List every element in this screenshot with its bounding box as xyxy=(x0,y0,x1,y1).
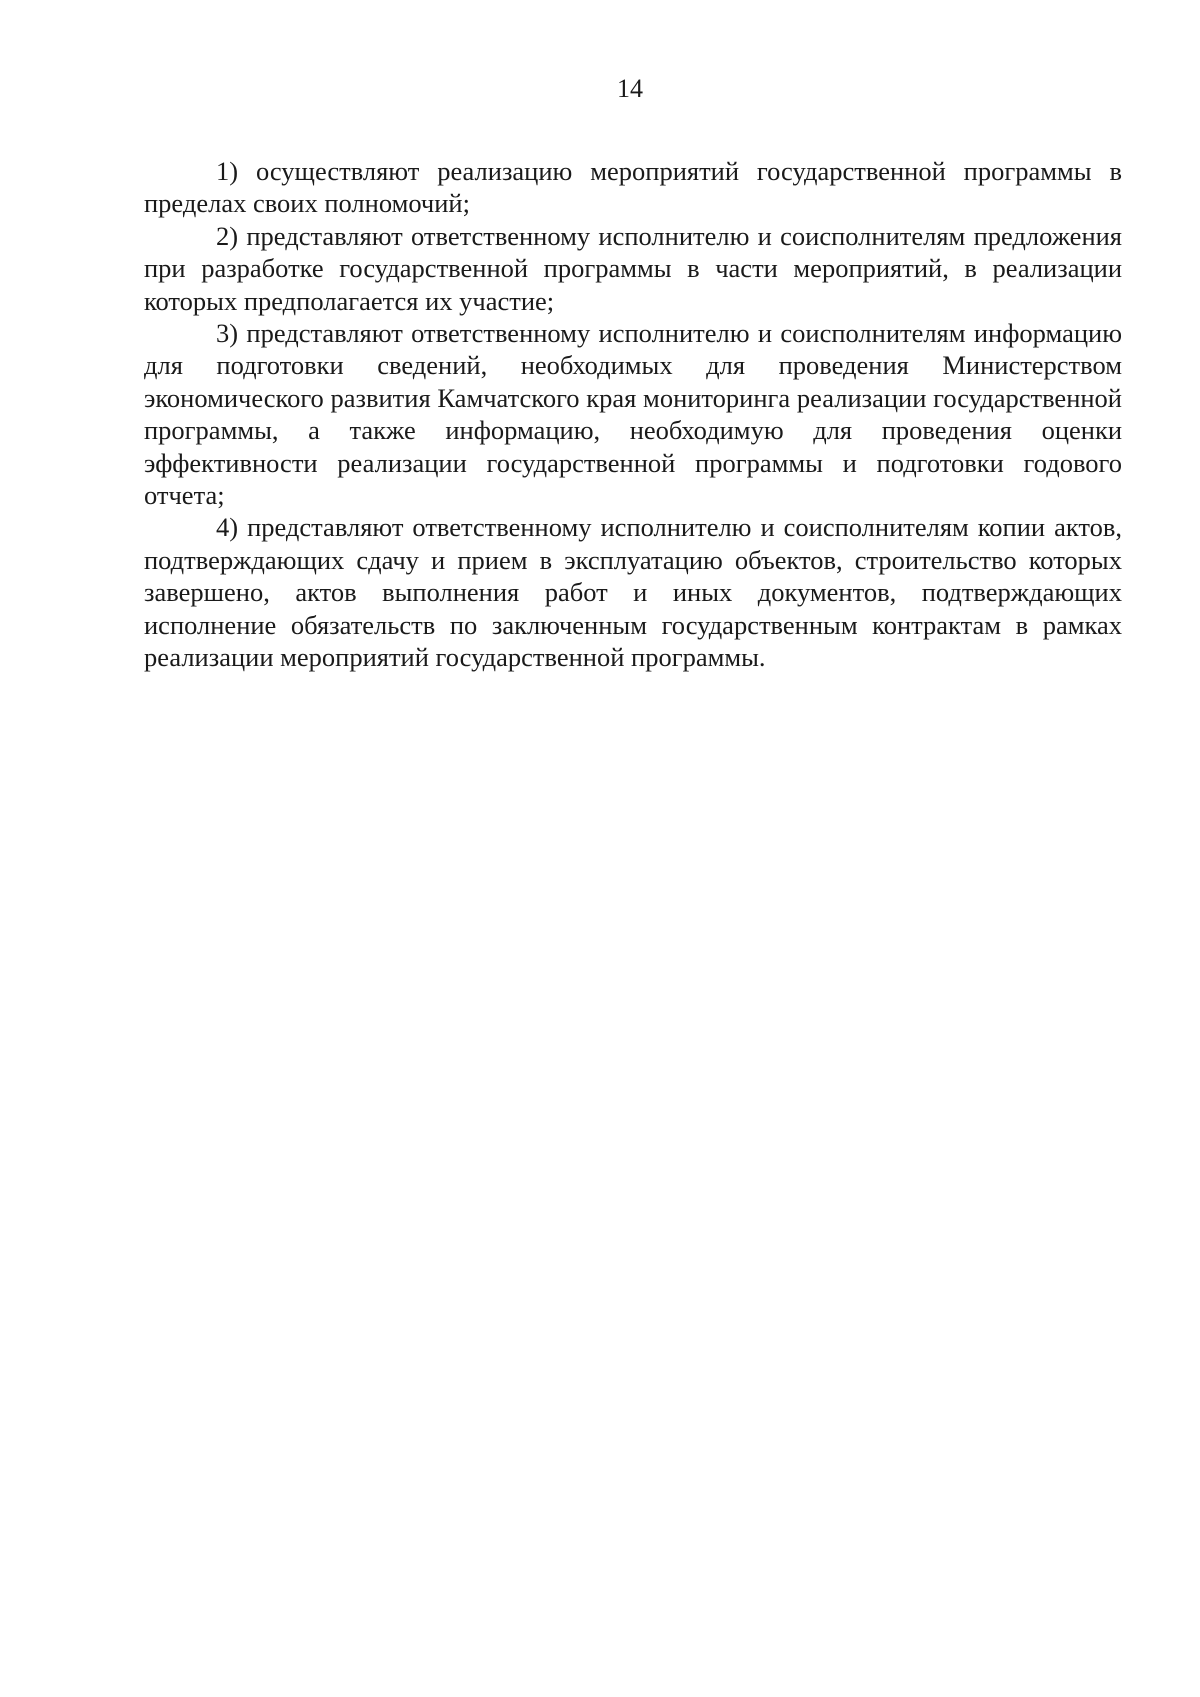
page-number: 14 xyxy=(617,74,643,103)
paragraph-item-4: 4) представляют ответственному исполнителю и соисполнителям копии актов, подтверждающих сдачу и прием в эксплуатацию объектов, строительство которых завершено, актов выполнения работ и иных документов, подтверждающих исполнение обязательств по заключенным государственным контрактам в рамках реализации мероприятий государственной программы. xyxy=(144,512,1122,673)
paragraph-item-3: 3) представляют ответственному исполнителю и соисполнителям информацию для подготовки сведений, необходимых для проведения Министерством экономического развития Камчатского края мониторинга реализации государственной программы, а также информацию, необходимую для проведения оценки эффективности реализации государственной программы и подготовки годового отчета; xyxy=(144,318,1122,511)
paragraph-item-1: 1) осуществляют реализацию мероприятий государственной программы в пределах своих полномочий; xyxy=(144,156,1122,219)
document-body xyxy=(144,155,1122,674)
paragraph-item-2: 2) представляют ответственному исполнителю и соисполнителям предложения при разработке государственной программы в части мероприятий, в реализации которых предполагается их участие; xyxy=(144,220,1122,316)
